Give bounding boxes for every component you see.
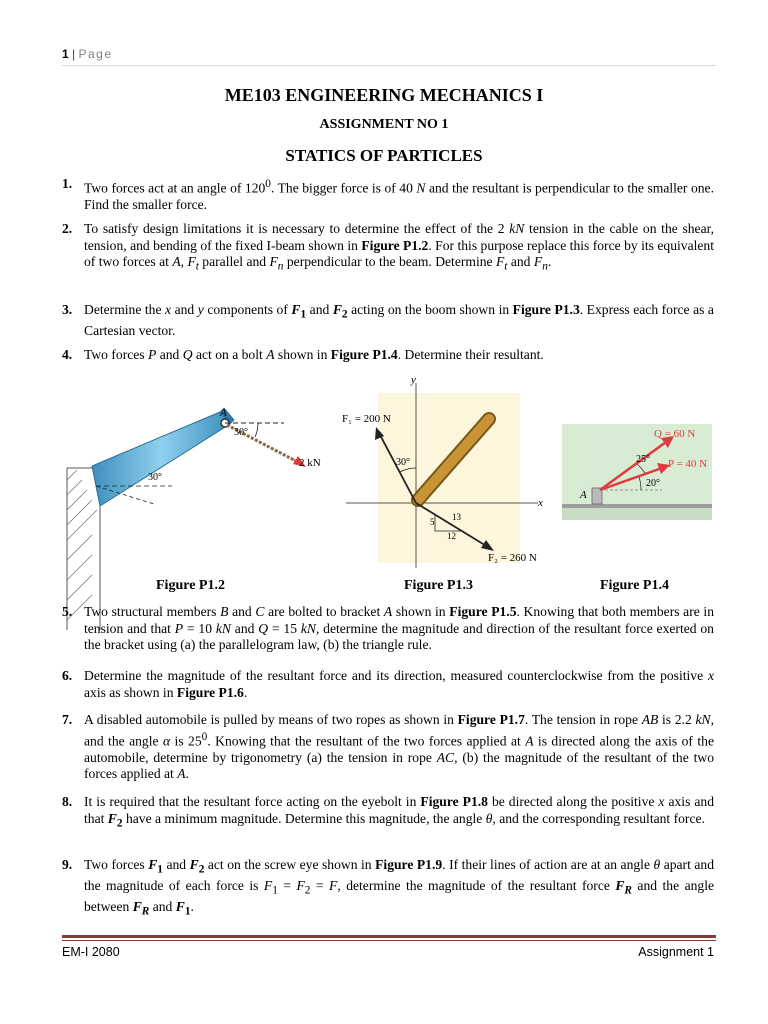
figure-p1-4 xyxy=(562,424,712,520)
label-a: A xyxy=(580,489,587,501)
question-number: 2. xyxy=(62,221,73,236)
footer-rule xyxy=(62,935,716,938)
angle-label-top: 30° xyxy=(234,427,248,438)
caption-p1-3: Figure P1.3 xyxy=(404,578,473,593)
question-number: 8. xyxy=(62,794,73,809)
figure-p1-2 xyxy=(62,400,340,630)
question-text: It is required that the resultant force acting on the eyebolt in Figure P1.8 be directed along the positive x axis and that $F_2$ have a minimum magnitude. Determine this magnitude, the angle θ, and the corresponding resultant force. xyxy=(84,794,714,830)
question-number: 6. xyxy=(62,668,73,683)
page-label: Page xyxy=(78,47,113,61)
question-1 xyxy=(62,176,714,214)
question-text: Determine the x and y components of $F_1$ and $F_2$ acting on the boom shown in Figure P1.3. Express each force as a Cartesian vector. xyxy=(84,302,714,339)
figure-p1-3 xyxy=(338,373,560,573)
page-number: 1 xyxy=(62,47,69,61)
force-q-label: Q = 60 N xyxy=(654,428,696,440)
label-a: A xyxy=(220,407,227,419)
question-text: Two forces P and Q act on a bolt A shown in Figure P1.4. Determine their resultant. xyxy=(84,347,544,362)
slope-12: 12 xyxy=(447,531,456,541)
footer-rule-thin xyxy=(62,940,716,941)
question-2 xyxy=(62,221,714,275)
angle-arc-top xyxy=(255,423,258,437)
x-axis-label: x xyxy=(538,497,543,509)
force-f2-label: F₂ = 260 N xyxy=(488,552,537,564)
page-separator: | xyxy=(72,47,76,61)
question-8 xyxy=(62,794,714,832)
question-text: Determine the magnitude of the resultant force and its direction, measured counterclockwise from the positive x axis as shown in Figure P1.6. xyxy=(84,668,714,700)
question-number: 1. xyxy=(62,176,73,191)
question-text: Two forces $F_1$ and $F_2$ act on the screw eye shown in Figure P1.9. If their lines of action are at an angle θ apart and the magnitude of each force is $F_1 = F_2 = F$, determine the magnitude of the resultant force $F_R$ and the angle between $F_R$ and $F_1$. xyxy=(84,857,715,919)
footer-right: Assignment 1 xyxy=(638,945,714,959)
question-text: To satisfy design limitations it is necessary to determine the effect of the 2 kN tension in the cable on the shear, tension, and bending of the fixed I-beam shown in Figure P1.2. For this purpose replace this force by its equivalent of two forces at A, $F_t$ parallel and $F_n$ perpendicular to the beam. Determine $F_t$ and $F_n$. xyxy=(84,221,714,273)
footer-left: EM-I 2080 xyxy=(62,945,120,959)
force-label: 2 kN xyxy=(299,457,321,469)
angle-label-25: 25° xyxy=(636,454,650,465)
question-4 xyxy=(62,347,714,364)
caption-p1-2: Figure P1.2 xyxy=(156,578,225,593)
question-number: 4. xyxy=(62,347,73,362)
y-axis-label: y xyxy=(411,374,416,386)
question-text: Two forces act at an angle of $120^0$. The bigger force is of 40 N and the resultant is perpendicular to the smaller one. Find the smaller force. xyxy=(84,178,714,213)
question-text: A disabled automobile is pulled by means of two ropes as shown in Figure P1.7. The tension in rope AB is 2.2 kN, and the angle α is $25^0$. Knowing that the resultant of the two forces applied at A is directed along the axis of the automobile, determine by trigonometry (a) the tension in rope AC, (b) the magnitude of the resultant of the two forces applied at A. xyxy=(84,712,714,782)
force-p-label: P = 40 N xyxy=(668,458,708,470)
page-header xyxy=(62,47,716,66)
assignment-title: ASSIGNMENT NO 1 xyxy=(319,117,449,132)
question-number: 5. xyxy=(62,604,73,619)
question-3 xyxy=(62,302,714,340)
angle-label: 30° xyxy=(396,457,410,468)
question-text: Two structural members B and C are bolted to bracket A shown in Figure P1.5. Knowing that both members are in tension and that P = 10 kN and Q = 15 kN, determine the magnitude and direction of the resultant force exerted on the bracket using (a) the parallelogram law, (b) the triangle rule. xyxy=(84,604,715,652)
ground-surface xyxy=(562,504,712,508)
caption-p1-4: Figure P1.4 xyxy=(600,578,669,593)
question-number: 9. xyxy=(62,857,73,872)
topic-title: STATICS OF PARTICLES xyxy=(285,146,483,165)
question-7 xyxy=(62,712,714,783)
force-f1-label: F₁ = 200 N xyxy=(342,413,391,425)
question-number: 3. xyxy=(62,302,73,317)
question-6 xyxy=(62,668,714,701)
wall-hatch xyxy=(67,470,97,620)
i-beam xyxy=(92,412,230,506)
angle-label-side: 30° xyxy=(148,472,162,483)
course-title: ME103 ENGINEERING MECHANICS I xyxy=(224,85,544,105)
ground xyxy=(562,508,712,520)
slope-5: 5 xyxy=(430,517,435,527)
angle-label-20: 20° xyxy=(646,478,660,489)
slope-13: 13 xyxy=(452,512,461,522)
question-9 xyxy=(62,857,714,921)
question-number: 7. xyxy=(62,712,73,727)
question-5 xyxy=(62,604,714,654)
